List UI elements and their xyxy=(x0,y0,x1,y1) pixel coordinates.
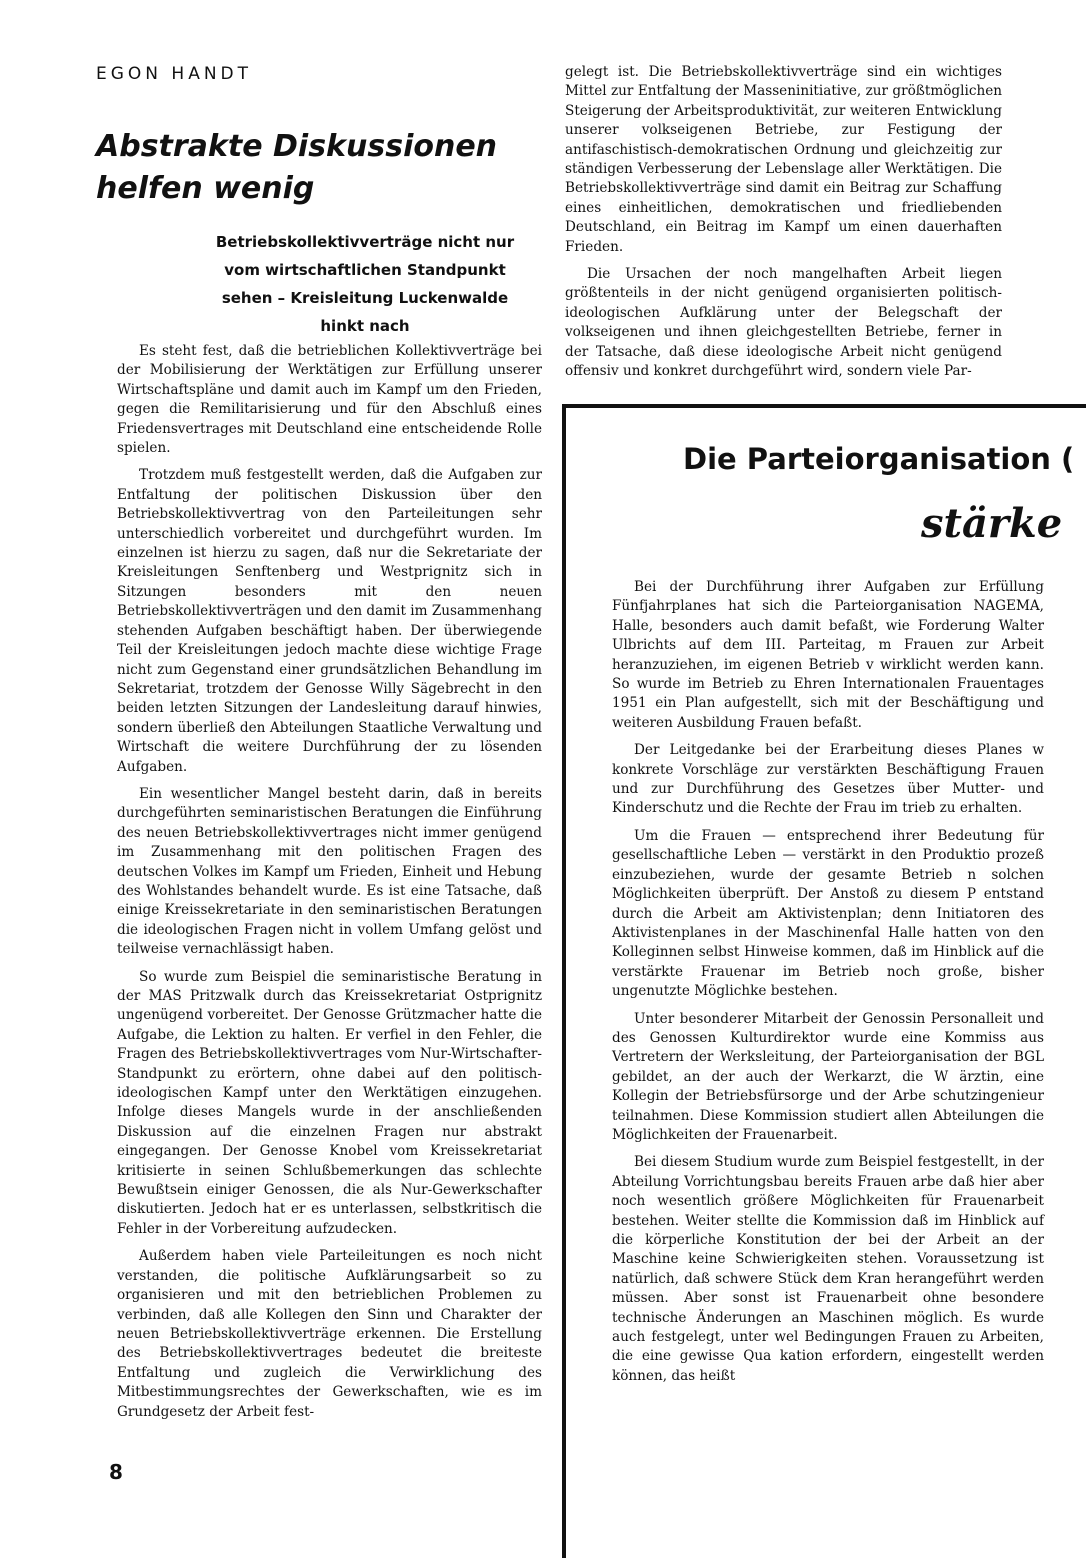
article-paragraph: So wurde zum Beispiel die seminaristische Beratung in der MAS Pritzwalk durch das Kreissekretariat Ostprignitz ungenügend vorbereitet. Der Genosse Grützmacher hatte die Aufgabe, die Lektion zu halten. Er verfiel in den Fehler, die Fragen des Betriebskollektivvertrages vom Nur-Wirtschafter-Standpunkt zu erörtern, ohne dabei auf den politisch-ideologischen Kampf unter den Werktätigen einzugehen. Infolge dieses Mangels wurde in der anschließenden Diskussion auf die einzelnen Fragen nur abstrakt eingegangen. Der Genosse Knobel vom Kreissekretariat kritisierte in seinen Schlußbemerkungen das schlechte Bewußtsein einiger Genossen, die als Nur-Gewerkschafter diskutierten. Jedoch hat er es unterlassen, selbstkritisch die Fehler in der Vorbereitung aufzudecken. xyxy=(117,968,542,1237)
article-paragraph: Ein wesentlicher Mangel besteht darin, daß in bereits durchgeführten seminaristischen Beratungen die Einführung des neuen Betriebskollektivvertrages nicht immer genügend im Zusammenhang mit den politischen Fragen des deutschen Volkes im Kampf um Frieden, Einheit und Hebung des Wohlstandes behandelt wurde. Es ist eine Tatsache, daß einige Kreissekretariate in den seminaristischen Beratungen die ideologischen Fragen nicht in vollem Umfang gelöst und teilweise vernachlässigt haben. xyxy=(117,785,542,958)
sidebar-paragraph: Um die Frauen — entsprechend ihrer Bedeutung für gesellschaftliche Leben — verstärkt in den Produktio prozeß einzubeziehen, wurde der gesamte Betrieb n solchen Möglichkeiten überprüft. Der Anstoß zu diesem P entstand durch die Arbeit am Aktivistenplan; denn Initiatoren des Aktivistenplanes in der Maschinenfal Halle hatten von den Kolleginnen selbst Hinweise kommen, daß im Hinblick auf die verstärkte Frauenar im Betrieb noch große, bisher ungenutzte Möglichke bestehen. xyxy=(612,827,1044,1000)
sidebar-article-box xyxy=(562,404,1086,1558)
article-subheadline: Betriebskollektivverträge nicht nur vom wirtschaftlichen Standpunkt sehen – Kreisleitung Luckenwalde hinkt nach xyxy=(215,233,515,335)
author-name: EGON HANDT xyxy=(96,64,253,84)
article-headline: Abstrakte Diskussionen helfen wenig xyxy=(96,129,498,206)
sidebar-article-title: Die Parteiorganisation ( xyxy=(683,442,1075,476)
page-number: 8 xyxy=(109,1460,123,1484)
article-left-column xyxy=(117,342,542,1430)
sidebar-article-subtitle: stärke xyxy=(921,500,1063,547)
sidebar-paragraph: Bei diesem Studium wurde zum Beispiel festgestellt, in der Abteilung Vorrichtungsbau bereits Frauen arbe daß hier aber noch wesentlich größere Möglichkeiten für Frauenarbeit bestehen. Weiter stellte die Kommission daß im Hinblick auf die körperliche Konstitution der bei der Arbeit an der Maschine keine Schwierigkeiten stehen. Voraussetzung ist natürlich, daß schwere Stück dem Kran herangeführt werden müssen. Aber sonst ist Frauenarbeit ohne besondere technische Änderungen an Maschinen möglich. Es wurde auch festgelegt, unter wel Bedingungen Frauen zu Arbeiten, die eine gewisse Qua kation erfordern, eingestellt werden können, das heißt xyxy=(612,1154,1044,1384)
sidebar-paragraph: Unter besonderer Mitarbeit der Genossin Personalleit und des Genossen Kulturdirektor wurde eine Kommiss aus Vertretern der Werksleitung, der Parteiorganisation der BGL gebildet, an der auch der Werkarzt, die W ärztin, eine Kollegin der Betriebsfürsorge und der Arbe schutzingenieur teilnahmen. Diese Kommission studiert allen Abteilungen die Möglichkeiten der Frauenarbeit. xyxy=(612,1010,1044,1143)
article-paragraph: Außerdem haben viele Parteileitungen es noch nicht verstanden, die politische Aufklärungsarbeit so zu organisieren und mit den betrieblichen Problemen zu verbinden, daß alle Kollegen den Sinn und Charakter der neuen Betriebskollektivverträge erkennen. Die Erstellung des Betriebskollektivvertrages bedeutet die breiteste Entfaltung und zugleich die Verwirklichung des Mitbestimmungsrechtes der Gewerkschaften, wie es im Grundgesetz der Arbeit fest- xyxy=(117,1248,542,1420)
sidebar-article-text xyxy=(612,578,1044,1394)
sidebar-paragraph: Der Leitgedanke bei der Erarbeitung dieses Planes w konkrete Vorschläge zur verstärkten Beschäftigung Frauen und zur Durchführung des Gesetzes über Mutter- und Kinderschutz und die Rechte der Frau im trieb zu erhalten. xyxy=(612,742,1044,817)
article-paragraph: Es steht fest, daß die betrieblichen Kollektivverträge bei der Mobilisierung der Werktätigen zur Erfüllung unserer Wirtschaftspläne und damit auch im Kampf um den Frieden, gegen die Remilitarisierung und für den Abschluß eines Friedensvertrages mit Deutschland eine entscheidende Rolle spielen. xyxy=(117,343,542,457)
article-paragraph: Die Ursachen der noch mangelhaften Arbeit liegen größtenteils in der nicht genügend organisierten politisch-ideologischen Aufklärung unter der Belegschaft der volkseigenen und ihnen gleichgestellten Betriebe, ferner in der Tatsache, daß diese ideologische Arbeit nicht genügend offensiv und konkret durchgeführt wird, sondern viele Par- xyxy=(565,266,1002,380)
sidebar-paragraph: Bei der Durchführung ihrer Aufgaben zur Erfüllung Fünfjahrplanes hat sich die Parteiorganisation NAGEMA, Halle, besonders auch damit befaßt, wie Forderung Walter Ulbrichts auf dem III. Parteitag, m Frauen zur Arbeit heranzuziehen, im eigenen Betrieb v wirklicht werden kann. So wurde im Betrieb zu Ehren Internationalen Frauentages 1951 ein Plan aufgestellt, sich mit der Beschäftigung und weiteren Ausbildung Frauen befaßt. xyxy=(612,579,1044,731)
article-paragraph: Trotzdem muß festgestellt werden, daß die Aufgaben zur Entfaltung der politischen Diskussion über den Betriebskollektivvertrag von den Parteileitungen sehr unterschiedlich vorbereitet und durchgeführt wurden. Im einzelnen ist hierzu zu sagen, daß nur die Sekretariate der Kreisleitungen Senftenberg und Westprignitz sich in Sitzungen besonders mit den neuen Betriebskollektivverträgen und den damit im Zusammenhang stehenden Aufgaben beschäftigt haben. Der überwiegende Teil der Kreisleitungen jedoch machte diese wichtige Frage nicht zum Gegenstand einer grundsätzlichen Behandlung im Sekretariat, trotzdem der Genosse Willy Sägebrecht in den beiden letzten Sitzungen der Landesleitung darauf hinwies, sondern überließ den Abteilungen Staatliche Verwaltung und Wirtschaft die weitere Durchführung der zu lösenden Aufgaben. xyxy=(117,467,542,775)
article-paragraph: gelegt ist. Die Betriebskollektivverträge sind ein wichtiges Mittel zur Entfaltung der Masseninitiative, zur größtmöglichen Steigerung der Arbeitsproduktivität, zur weiteren Entwicklung unserer volkseigenen Betriebe, zur Festigung der antifaschistisch-demokratischen Ordnung und gleichzeitig zur ständigen Verbesserung der Lebenslage aller Werktätigen. Die Betriebskollektivverträge sind damit ein Beitrag zur Schaffung eines einheitlichen, demokratischen und friedliebenden Deutschland, ein Beitrag im Kampf um einen dauerhaften Frieden. xyxy=(565,64,1002,255)
article-right-column xyxy=(565,63,1002,390)
